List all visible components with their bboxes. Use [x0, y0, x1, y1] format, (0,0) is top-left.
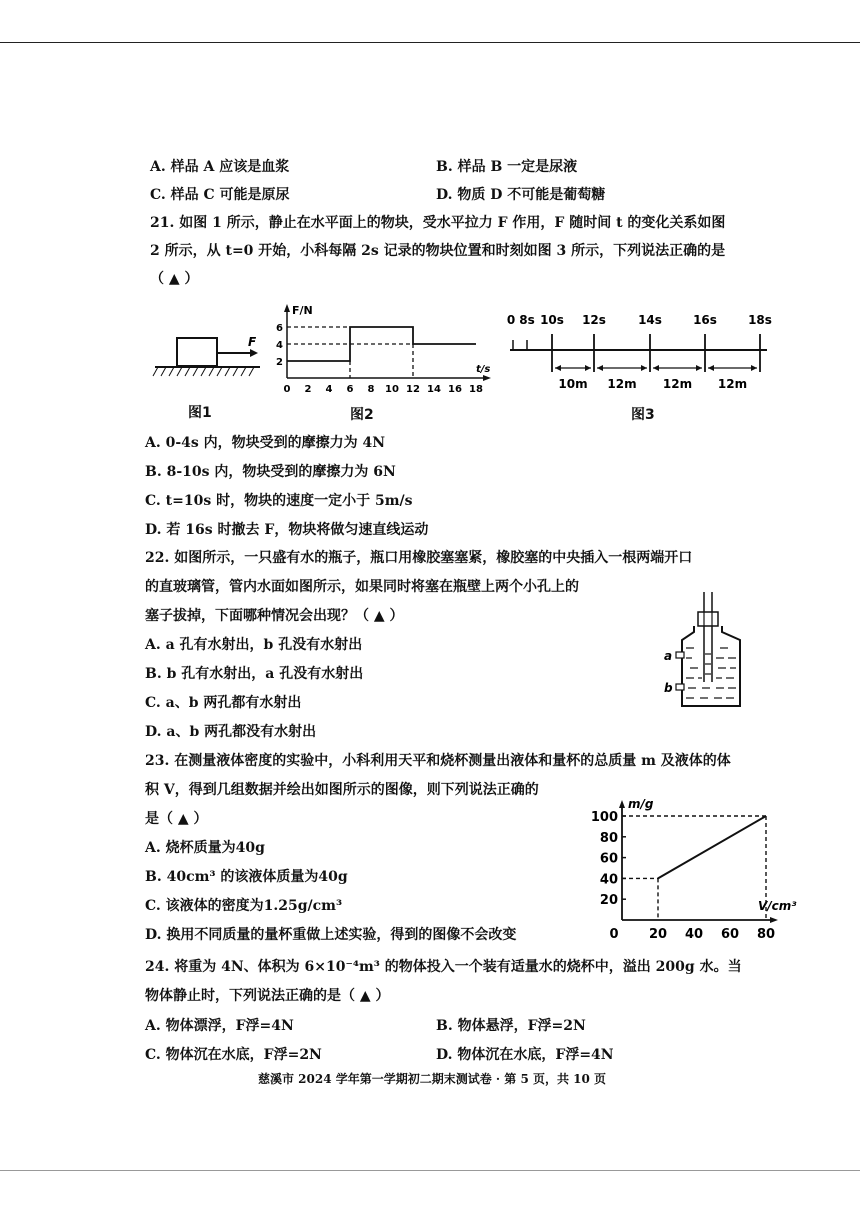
q21-stem-line3: （ ▲ ） [150, 271, 199, 287]
fig3-distance-label: 12m [607, 377, 637, 391]
fig4-x-tick: 20 [648, 927, 668, 942]
q21-figure1-caption: 图1 [188, 405, 212, 421]
fig2-x-tick: 10 [385, 384, 399, 395]
q21-figure1 [150, 330, 265, 380]
q21-option-a: A. 0-4s 内，物块受到的摩擦力为 4N [145, 435, 386, 451]
q22-option-d: D. a、b 两孔都没有水射出 [145, 724, 317, 740]
fig2-x-tick: 14 [427, 384, 441, 395]
fig4-x-tick: 40 [684, 927, 704, 942]
q22-option-c: C. a、b 两孔都有水射出 [145, 695, 302, 711]
hole-a-label: a [664, 649, 673, 663]
q23-stem-line1: 23. 在测量液体密度的实验中，小科利用天平和烧杯测量出液体和量杯的总质量 m 及液体的体 [145, 753, 731, 769]
q21-stem-line1: 21. 如图 1 所示，静止在水平面上的物块，受水平拉力 F 作用，F 随时间 t 的变化关系如图 [150, 215, 726, 231]
fig2-y-tick: 2 [276, 357, 283, 368]
fig3-time-label: 10s [540, 313, 564, 327]
q20-option-a: A. 样品 A 应该是血浆 [150, 159, 290, 175]
fig4-y-tick: 60 [599, 851, 618, 867]
q20-option-b: B. 样品 B 一定是尿液 [436, 159, 578, 175]
q22-stem-line2: 的直玻璃管，管内水面如图所示，如果同时将塞在瓶壁上两个小孔上的 [145, 579, 579, 595]
fig3-time-label: 14s [638, 313, 662, 327]
q21-stem-line2: 2 所示，从 t=0 开始，小科每隔 2s 记录的物块位置和时刻如图 3 所示，下列说法正确的是 [150, 243, 726, 259]
fig2-y-tick: 6 [276, 323, 283, 334]
q23-option-b: B. 40cm³ 的该液体质量为40g [145, 869, 348, 885]
fig2-x-tick: 0 [283, 384, 291, 395]
fig4-xlabel: V/cm³ [758, 899, 797, 913]
fig4-x-tick: 80 [756, 927, 776, 942]
hole-b-label: b [664, 681, 673, 695]
q22-option-a: A. a 孔有水射出，b 孔没有水射出 [145, 637, 363, 653]
fig4-x-tick: 60 [720, 927, 740, 942]
fig2-xlabel: t/s [476, 364, 491, 375]
fig4-x-tick: 0 [609, 927, 619, 942]
fig2-ylabel: F/N [292, 304, 313, 317]
force-label: F [248, 335, 257, 349]
q21-option-c: C. t=10s 时，物块的速度一定小于 5m/s [145, 493, 413, 509]
q24-option-b: B. 物体悬浮，F浮=2N [436, 1018, 586, 1034]
bottom-rule [0, 1170, 860, 1171]
fig2-x-tick: 18 [469, 384, 483, 395]
q23-option-a: A. 烧杯质量为40g [145, 840, 265, 856]
fig2-x-tick: 6 [346, 384, 354, 395]
q21-figure3 [505, 306, 775, 396]
q24-stem-line2: 物体静止时，下列说法正确的是（ ▲ ） [145, 988, 390, 1004]
q22-bottle-figure [660, 590, 750, 712]
fig2-x-tick: 8 [367, 384, 375, 395]
q24-option-d: D. 物体沉在水底，F浮=4N [436, 1047, 614, 1063]
q20-option-d: D. 物质 D 不可能是葡萄糖 [436, 187, 606, 203]
q24-stem-line1: 24. 将重为 4N、体积为 6×10⁻⁴m³ 的物体投入一个装有适量水的烧杯中，溢出 200g 水。当 [145, 959, 742, 975]
fig3-time-label: 12s [582, 313, 606, 327]
q24-option-a: A. 物体漂浮，F浮=4N [145, 1018, 294, 1034]
q23-option-d: D. 换用不同质量的量杯重做上述实验，得到的图像不会改变 [145, 927, 517, 943]
fig2-y-tick: 4 [276, 340, 283, 351]
q22-option-b: B. b 孔有水射出，a 孔没有水射出 [145, 666, 364, 682]
fig3-time-label: 8s [519, 313, 535, 327]
fig3-distance-label: 12m [717, 377, 748, 391]
page-footer: 慈溪市 2024 学年第一学期初二期末测试卷 · 第 5 页，共 10 页 [258, 1072, 607, 1086]
fig2-x-tick: 16 [448, 384, 462, 395]
q22-stem-line3: 塞子拔掉，下面哪种情况会出现？（ ▲ ） [145, 608, 404, 624]
q23-stem-line2: 积 V，得到几组数据并绘出如图所示的图像，则下列说法正确的 [145, 782, 539, 798]
q24-option-c: C. 物体沉在水底，F浮=2N [145, 1047, 322, 1063]
fig4-y-tick: 100 [592, 810, 618, 825]
q21-option-b: B. 8-10s 内，物块受到的摩擦力为 6N [145, 464, 396, 480]
top-rule [0, 42, 860, 43]
hole-a-plug [676, 652, 684, 658]
fig3-time-label: 18s [748, 313, 772, 327]
fig4-ylabel: m/g [628, 797, 654, 811]
fig2-x-tick: 2 [304, 384, 312, 395]
hole-b-plug [676, 684, 684, 690]
q22-stem-line1: 22. 如图所示，一只盛有水的瓶子，瓶口用橡胶塞塞紧，橡胶塞的中央插入一根两端开口 [145, 550, 693, 566]
q21-figure3-caption: 图3 [631, 407, 655, 423]
q21-figure2-chart [272, 302, 502, 402]
fig4-y-tick: 40 [599, 872, 618, 888]
q23-option-c: C. 该液体的密度为1.25g/cm³ [145, 898, 343, 914]
fig4-y-tick: 80 [599, 830, 618, 846]
q21-option-d: D. 若 16s 时撤去 F，物块将做匀速直线运动 [145, 522, 429, 538]
q21-figure2-caption: 图2 [350, 407, 374, 423]
fig4-mass-series [658, 816, 766, 878]
q23-mass-volume-chart [592, 790, 802, 945]
fig4-y-tick: 20 [599, 893, 618, 909]
fig3-distance-label: 10m [558, 377, 588, 391]
fig3-time-label: 0 [506, 313, 516, 327]
fig3-distance-label: 12m [662, 377, 693, 391]
fig2-x-tick: 4 [325, 384, 333, 395]
fig2-x-tick: 12 [406, 384, 420, 395]
q23-stem-line3: 是（ ▲ ） [145, 811, 208, 827]
q20-option-c: C. 样品 C 可能是原尿 [150, 187, 290, 203]
fig3-time-label: 16s [693, 313, 717, 327]
